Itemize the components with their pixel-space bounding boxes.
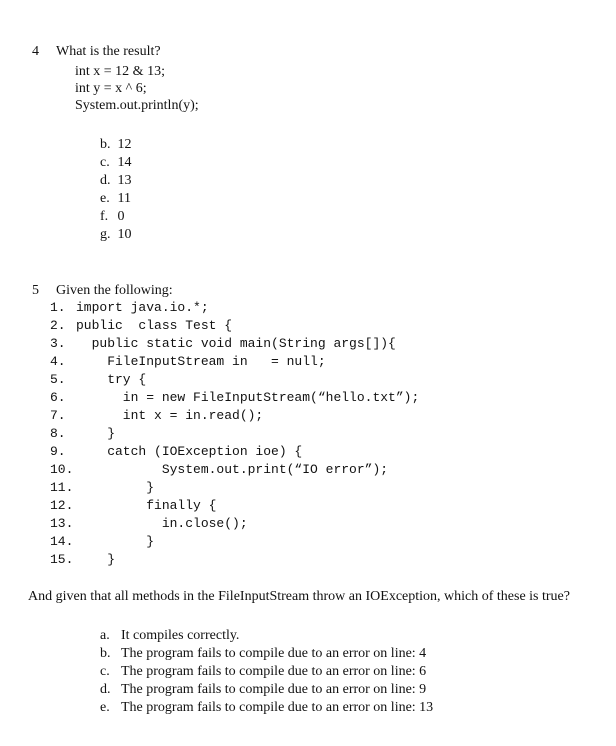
line-number: 6. — [50, 390, 66, 405]
code-text: System.out.print(“IO error”); — [76, 462, 389, 477]
code-line — [50, 425, 115, 443]
option-item — [100, 190, 131, 208]
code-line: int x = 12 & 13; — [75, 64, 165, 79]
question-5-number: 5 — [32, 283, 39, 298]
option-letter: d. — [100, 682, 111, 697]
code-line — [50, 389, 419, 407]
option-item — [100, 136, 132, 154]
option-letter: c. — [100, 155, 110, 170]
line-number: 15. — [50, 552, 74, 567]
option-letter: b. — [100, 137, 111, 152]
code-text: try { — [76, 372, 147, 387]
code-line — [50, 515, 248, 533]
code-text: in.close(); — [76, 516, 248, 531]
line-number: 13. — [50, 516, 74, 531]
option-item — [100, 681, 426, 699]
code-line — [50, 479, 154, 497]
line-number: 8. — [50, 426, 66, 441]
option-text: The program fails to compile due to an error on line: 6 — [121, 664, 427, 679]
option-text: 0 — [117, 209, 125, 224]
option-item — [100, 627, 239, 645]
option-letter: g. — [100, 227, 111, 242]
code-text: finally { — [76, 498, 217, 513]
code-text: public class Test { — [76, 318, 233, 333]
code-line — [50, 299, 209, 317]
line-number: 5. — [50, 372, 66, 387]
code-line — [50, 353, 326, 371]
option-letter: d. — [100, 173, 111, 188]
option-letter: f. — [100, 209, 109, 224]
option-text: 13 — [117, 173, 132, 188]
option-item — [100, 226, 132, 244]
question-5-text: Given the following: — [56, 283, 173, 298]
option-letter: a. — [100, 628, 110, 643]
option-letter: e. — [100, 191, 110, 206]
question-4-number: 4 — [32, 44, 39, 59]
code-line: int y = x ^ 6; — [75, 81, 147, 96]
line-number: 12. — [50, 498, 74, 513]
code-text: FileInputStream in = null; — [76, 354, 326, 369]
code-line — [50, 371, 146, 389]
code-line — [50, 533, 154, 551]
code-line: System.out.println(y); — [75, 98, 199, 113]
option-letter: c. — [100, 664, 110, 679]
code-text: catch (IOException ioe) { — [76, 444, 303, 459]
code-line — [50, 317, 232, 335]
line-number: 10. — [50, 462, 74, 477]
line-number: 4. — [50, 354, 66, 369]
question-4-text: What is the result? — [56, 44, 161, 59]
option-text: The program fails to compile due to an error on line: 13 — [121, 700, 434, 715]
line-number: 1. — [50, 300, 66, 315]
code-text: in = new FileInputStream(“hello.txt”); — [76, 390, 420, 405]
question-5-followup: And given that all methods in the FileInputStream throw an IOException, which of these is true? — [28, 589, 570, 604]
code-text: } — [76, 552, 116, 567]
code-line — [50, 497, 216, 515]
option-text: The program fails to compile due to an error on line: 9 — [121, 682, 427, 697]
line-number: 7. — [50, 408, 66, 423]
code-text: int x = in.read(); — [76, 408, 264, 423]
option-letter: b. — [100, 646, 111, 661]
code-text: public static void main(String args[]){ — [76, 336, 396, 351]
code-line — [50, 407, 263, 425]
option-item — [100, 699, 433, 717]
line-number: 14. — [50, 534, 74, 549]
line-number: 2. — [50, 318, 66, 333]
option-text: 12 — [117, 137, 132, 152]
code-text: } — [76, 534, 155, 549]
option-item — [100, 172, 132, 190]
option-item — [100, 208, 125, 226]
option-text: 14 — [117, 155, 132, 170]
option-item — [100, 154, 132, 172]
option-text: 10 — [117, 227, 132, 242]
code-line — [50, 461, 388, 479]
line-number: 9. — [50, 444, 66, 459]
option-text: 11 — [117, 191, 131, 206]
option-item — [100, 645, 426, 663]
code-line — [50, 551, 115, 569]
code-text: import java.io.*; — [76, 300, 209, 315]
code-line — [50, 335, 396, 353]
line-number: 11. — [50, 480, 74, 495]
code-line — [50, 443, 302, 461]
code-text: } — [76, 480, 155, 495]
code-text: } — [76, 426, 116, 441]
line-number: 3. — [50, 336, 66, 351]
option-letter: e. — [100, 700, 110, 715]
option-text: It compiles correctly. — [121, 628, 240, 643]
option-text: The program fails to compile due to an error on line: 4 — [121, 646, 427, 661]
option-item — [100, 663, 426, 681]
